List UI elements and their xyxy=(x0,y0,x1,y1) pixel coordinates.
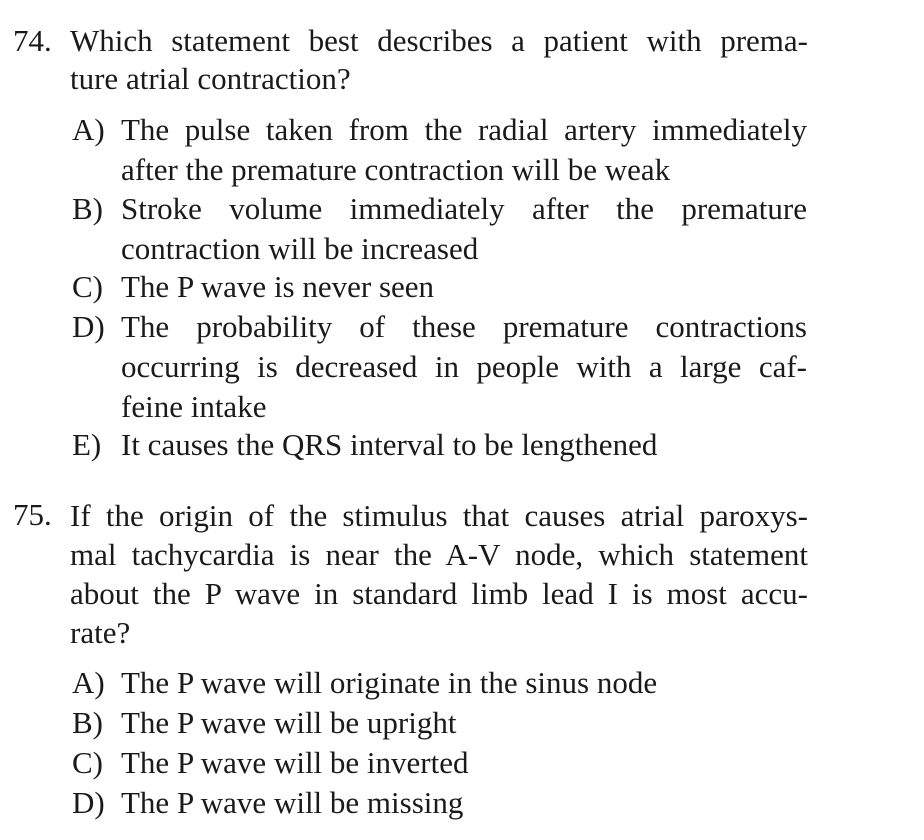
option-text-line: occurring is decreased in people with a large caf- xyxy=(121,349,807,384)
option-letter: C) xyxy=(72,269,103,304)
question-stem-line: ture atrial contraction? xyxy=(70,61,351,96)
question-stem-line: rate? xyxy=(70,615,131,650)
option-text-line: contraction will be increased xyxy=(121,231,479,266)
option-letter: C) xyxy=(72,745,103,780)
option-text xyxy=(121,307,807,427)
option-letter: E) xyxy=(72,427,102,462)
question-stem-line: mal tachycardia is near the A-V node, which statement xyxy=(70,537,808,572)
option-text-line: The P wave will be upright xyxy=(121,705,457,740)
question-stem-line: Which statement best describes a patient with prema- xyxy=(70,23,808,58)
option-text xyxy=(121,425,807,465)
option-text-line: The probability of these premature contractions xyxy=(121,309,807,344)
option-text xyxy=(121,783,807,823)
option-letter: B) xyxy=(72,191,103,226)
question-stem-line: about the P wave in standard limb lead I is most accu- xyxy=(70,576,808,611)
option-text xyxy=(121,703,807,743)
option-letter: D) xyxy=(72,785,105,820)
option-text-line: The pulse taken from the radial artery immediately xyxy=(121,112,807,147)
option-text-line: The P wave is never seen xyxy=(121,269,435,304)
option-text-line: feine intake xyxy=(121,389,267,424)
option-text-line: Stroke volume immediately after the premature xyxy=(121,191,807,226)
option-text xyxy=(121,110,807,190)
option-letter: A) xyxy=(72,665,105,700)
question-stem-line: If the origin of the stimulus that causes atrial paroxys- xyxy=(70,498,808,533)
option-letter: A) xyxy=(72,112,105,147)
question-stem xyxy=(70,496,808,652)
option-text-line: after the premature contraction will be weak xyxy=(121,152,671,187)
option-text-line: The P wave will be inverted xyxy=(121,745,469,780)
question-number: 74. xyxy=(13,23,52,58)
option-text xyxy=(121,189,807,269)
question-number: 75. xyxy=(13,497,52,532)
option-text-line: The P wave will be missing xyxy=(121,785,464,820)
option-letter: D) xyxy=(72,309,105,344)
option-text-line: The P wave will originate in the sinus node xyxy=(121,665,658,700)
question-stem xyxy=(70,22,808,98)
option-text-line: It causes the QRS interval to be lengthened xyxy=(121,427,658,462)
option-text xyxy=(121,663,807,703)
option-text xyxy=(121,267,807,307)
option-text xyxy=(121,743,807,783)
option-letter: B) xyxy=(72,705,103,740)
